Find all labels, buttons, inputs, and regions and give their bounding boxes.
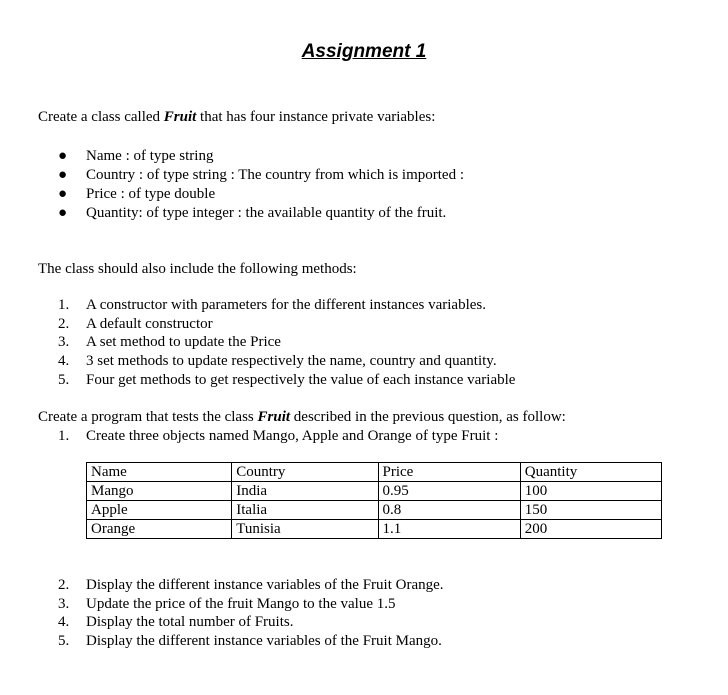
intro-paragraph [38, 108, 435, 127]
table-header-row [87, 463, 662, 482]
list-number: 3. [58, 596, 70, 612]
table-header-cell: Quantity [520, 463, 661, 482]
bullet-icon: ● [58, 148, 68, 164]
intro-suffix: that has four instance private variables: [196, 109, 436, 125]
list-text: A default constructor [86, 316, 213, 332]
list-number: 2. [58, 316, 70, 332]
table-header-cell: Price [378, 463, 520, 482]
variable-country: Country : of type string : The country from which is imported : [86, 167, 465, 183]
table-cell: 0.95 [378, 482, 520, 501]
table-header-cell: Name [87, 463, 232, 482]
program-intro [38, 408, 566, 427]
table-row [87, 482, 662, 501]
table-cell: India [232, 482, 378, 501]
table-cell: Mango [87, 482, 232, 501]
table-row [87, 501, 662, 520]
list-number: 5. [58, 372, 70, 388]
page-title: Assignment 1 [301, 41, 427, 62]
program-intro-suffix: described in the previous question, as follow: [290, 409, 566, 425]
table-cell: 100 [520, 482, 661, 501]
bullet-icon: ● [58, 186, 68, 202]
intro-prefix: Create a class called [38, 109, 164, 125]
list-number: 1. [58, 428, 70, 444]
program-intro-prefix: Create a program that tests the class [38, 409, 258, 425]
variable-name: Name : of type string [86, 148, 214, 164]
table-header-cell: Country [232, 463, 378, 482]
table-cell: 200 [520, 520, 661, 539]
table-row [87, 520, 662, 539]
table-cell: Apple [87, 501, 232, 520]
intro-class-name: Fruit [163, 109, 197, 125]
list-number: 4. [58, 353, 70, 369]
program-intro-class-name: Fruit [257, 409, 291, 425]
table-cell: Italia [232, 501, 378, 520]
list-text: A constructor with parameters for the different instances variables. [86, 297, 486, 313]
list-text: Four get methods to get respectively the value of each instance variable [86, 372, 516, 388]
fruit-table [86, 462, 662, 539]
table-cell: 1.1 [378, 520, 520, 539]
list-text: Display the total number of Fruits. [86, 614, 294, 630]
bullet-icon: ● [58, 205, 68, 221]
table-cell: Orange [87, 520, 232, 539]
table-cell: 0.8 [378, 501, 520, 520]
list-number: 1. [58, 297, 70, 313]
list-text: A set method to update the Price [86, 334, 281, 350]
methods-intro: The class should also include the following methods: [38, 261, 357, 277]
list-number: 3. [58, 334, 70, 350]
list-text: Display the different instance variables of the Fruit Orange. [86, 577, 444, 593]
list-text: 3 set methods to update respectively the name, country and quantity. [86, 353, 497, 369]
list-text: Update the price of the fruit Mango to the value 1.5 [86, 596, 396, 612]
variable-price: Price : of type double [86, 186, 216, 202]
list-number: 4. [58, 614, 70, 630]
bullet-icon: ● [58, 167, 68, 183]
list-text: Display the different instance variables of the Fruit Mango. [86, 633, 442, 649]
table-cell: Tunisia [232, 520, 378, 539]
list-number: 2. [58, 577, 70, 593]
list-number: 5. [58, 633, 70, 649]
variable-quantity: Quantity: of type integer : the available quantity of the fruit. [86, 205, 447, 221]
list-text: Create three objects named Mango, Apple and Orange of type Fruit : [86, 428, 499, 444]
table-cell: 150 [520, 501, 661, 520]
